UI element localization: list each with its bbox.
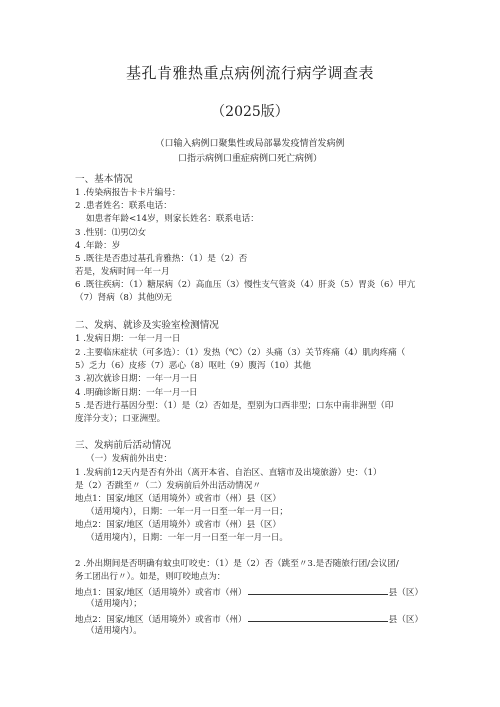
- s3-item-1: 1 .发病前12天内是否有外出（离开本省、自治区、直辖市及出境旅游）史：（1）: [75, 468, 382, 478]
- s1-item-6-cont: （7）肾病（8）其他⑼无: [75, 293, 172, 303]
- s3-bite-location-1-cont: （适用境内）；: [86, 599, 142, 609]
- s1-item-2: 2 .患者姓名：联系电话：: [75, 201, 172, 211]
- bite-location-2-blank[interactable]: [248, 613, 388, 622]
- s3-bite-location-2: [75, 613, 423, 626]
- s2-item-4: 4 .明确诊断日期：一年一月一日: [75, 388, 198, 398]
- s1-item-5: 5 .既往是否患过基孔肯雅热：（1）是（2）否: [75, 254, 248, 264]
- s1-item-5-onset: 若是，发病时间一年一月: [75, 267, 170, 277]
- s3-bite-location-2-cont: （适用境内）。: [86, 626, 142, 636]
- s3-item-1-cont: 是（2）否跳至〃（二）发病前后外出活动情况〃: [75, 481, 261, 491]
- form-title: 基孔肯雅热重点病例流行病学调查表: [125, 64, 374, 82]
- s3-item-2: 2 .外出期间是否明确有蚊虫叮咬史：（1）是（2）否（跳至〃3.是否随旅行团/会议团/: [75, 559, 399, 569]
- s3-item-2-cont: 务工团出行〃）。如是，则叮咬地点为：: [75, 572, 226, 582]
- s3-bite-location-1: [75, 586, 423, 599]
- bite-location-1-label: 地点1：国家/地区（适用境外）或省市（州）: [75, 588, 247, 598]
- s1-item-6: 6 .既往疾病：（1）糖尿病（2）高血压（3）慢性支气管炎（4）肝炎（5）胃炎（6）甲亢: [75, 280, 416, 290]
- bite-location-2-suffix: 县（区）: [388, 615, 424, 625]
- s1-item-3: 3 .性别：⑴男⑵女: [75, 228, 147, 238]
- s3-subheading: （一）发病前外出史：: [86, 454, 172, 464]
- case-type-line-2: 口指示病例口重症病例口死亡病例）: [177, 154, 322, 164]
- s2-item-2-cont: 5）乏力（6）皮疹（7）恶心（8）呕吐（9）腹泻（10）其他: [75, 361, 311, 371]
- s2-item-5-cont: 度洋分支）；口亚洲型。: [75, 414, 166, 424]
- s3-location-2-dates: （适用境内），日期：一年一月一日至一年一月一日。: [86, 533, 288, 543]
- s1-item-4: 4 .年龄：岁: [75, 241, 121, 251]
- s2-item-3: 3 .初次就诊日期：一年一月一日: [75, 374, 198, 384]
- s1-item-1: 1 .传染病报告卡卡片编号：: [75, 188, 181, 198]
- bite-location-1-blank[interactable]: [248, 586, 388, 595]
- s2-item-5: 5 .是否进行基因分型：（1）是（2）否如是，型别为口西非型；口东中南非洲型（印: [75, 401, 394, 411]
- s3-location-1-dates: （适用境内），日期：一年一月一日至一年一月一日；: [86, 507, 288, 517]
- s3-location-2: 地点2：国家/地区（适用境外）或省市（州）县（区）: [75, 520, 282, 530]
- s2-item-2: 2 .主要临床症状（可多选）：（1）发热（℃）（2）头痛（3）关节疼痛（4）肌肉疼痛（: [75, 348, 406, 358]
- section-1-heading: 一、基本情况: [75, 174, 133, 185]
- section-2-heading: 二、发病、就诊及实验室检测情况: [75, 320, 219, 331]
- bite-location-1-suffix: 县（区）: [388, 588, 424, 598]
- s2-item-1: 1 .发病日期：一年一月一日: [75, 334, 181, 344]
- s3-location-1: 地点1：国家/地区（适用境外）或省市（州）县（区）: [75, 494, 282, 504]
- s1-item-2-guardian: 如患者年龄<14岁，则家长姓名：联系电话：: [86, 214, 259, 224]
- form-version: （2025版）: [211, 104, 289, 120]
- case-type-line-1: （口输入病例口聚集性或局部暴发疫情首发病例: [155, 139, 345, 149]
- bite-location-2-label: 地点2：国家/地区（适用境外）或省市（州）: [75, 615, 247, 625]
- section-3-heading: 三、发病前后活动情况: [75, 440, 171, 451]
